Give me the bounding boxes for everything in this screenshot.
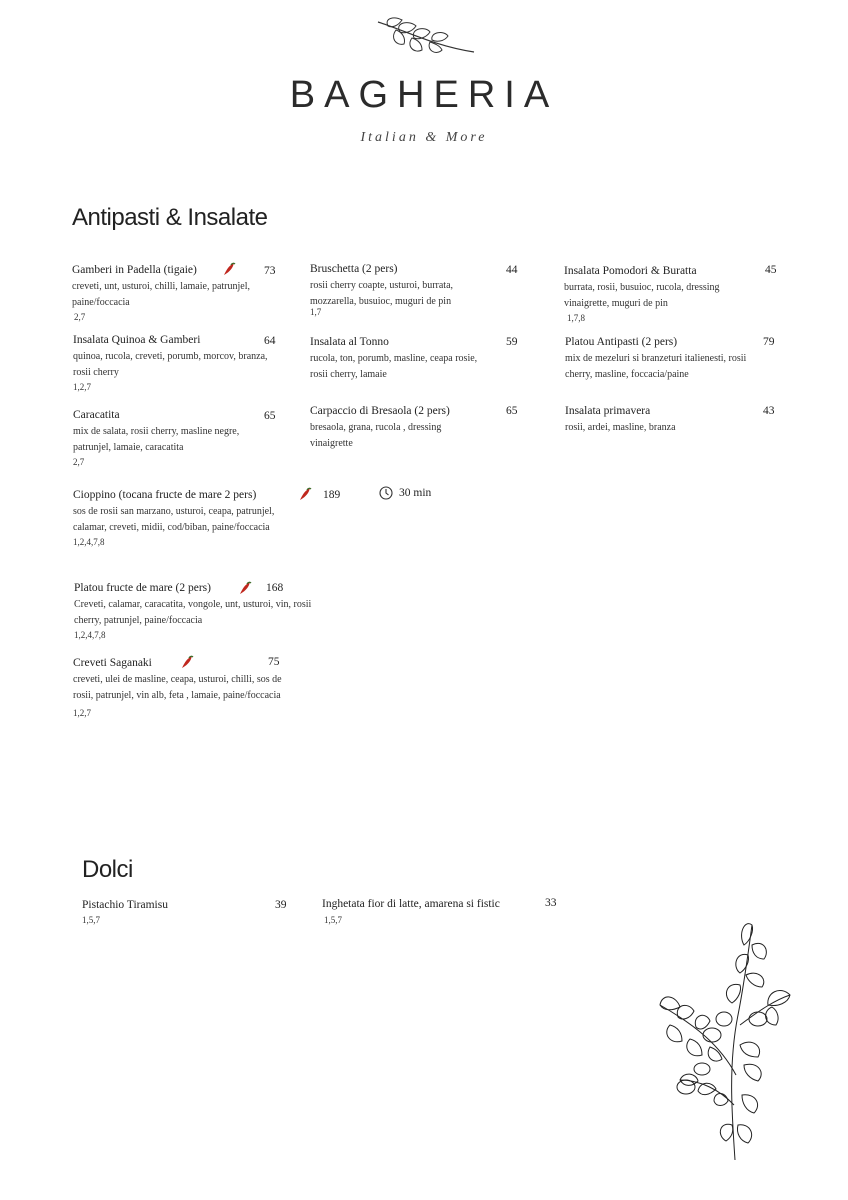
item-allergens: 1,2,4,7,8 (74, 630, 106, 640)
item-description: bresaola, grana, rucola , dressing vinaigrette (310, 422, 442, 449)
item-price: 65 (506, 405, 518, 417)
item-description: burrata, rosii, busuioc, rucola, dressing vinaigrette, muguri de pin (564, 282, 720, 309)
item-price: 45 (765, 264, 777, 276)
item-name: Platou fructe de mare (2 pers) (74, 582, 211, 594)
item-description: creveti, unt, usturoi, chilli, lamaie, patrunjel, paine/foccacia (72, 281, 251, 308)
section-title-antipasti: Antipasti & Insalate (72, 204, 268, 231)
item-name: Caracatita (73, 409, 120, 421)
section-title-dolci: Dolci (82, 856, 133, 883)
item-price: 33 (545, 897, 557, 909)
brand-name: BAGHERIA (289, 74, 559, 116)
item-price: 79 (763, 336, 775, 348)
item-price: 43 (763, 405, 775, 417)
item-description: mix de mezeluri si branzeturi italienesti, rosii cherry, masline, foccacia/paine (565, 353, 747, 380)
prep-time (379, 486, 431, 500)
item-price: 39 (275, 899, 287, 911)
menu-item-platou-antipasti (565, 335, 765, 382)
item-description: rosii cherry coapte, usturoi, burrata, mozzarella, busuioc, muguri de pin (310, 280, 454, 307)
item-name: Carpaccio di Bresaola (2 pers) (310, 405, 450, 417)
item-price: 168 (266, 582, 284, 594)
item-description: Creveti, calamar, caracatita, vongole, unt, usturoi, vin, rosii cherry, patrunjel, paine/foccacia (74, 599, 312, 626)
item-name: Insalata Pomodori & Buratta (564, 265, 697, 277)
clock-icon (379, 486, 393, 500)
chili-pepper-icon (298, 487, 312, 501)
item-allergens: 1,2,7 (73, 382, 91, 392)
item-name: Creveti Saganaki (73, 657, 152, 669)
item-description: quinoa, rucola, creveti, porumb, morcov, branza, rosii cherry (73, 351, 268, 378)
item-allergens: 2,7 (74, 312, 86, 322)
item-price: 65 (264, 410, 276, 422)
item-allergens: 1,2,7 (73, 708, 91, 718)
item-name: Pistachio Tiramisu (82, 899, 168, 911)
item-description: creveti, ulei de masline, ceapa, usturoi, chilli, sos de rosii, patrunjel, vin alb, feta , lamaie, paine/foccacia (73, 674, 282, 701)
item-allergens: 1,5,7 (82, 915, 100, 925)
chili-pepper-icon (180, 655, 194, 669)
item-name: Cioppino (tocana fructe de mare 2 pers) (73, 489, 257, 501)
item-price: 73 (264, 265, 276, 277)
menu-item-gamberi (72, 263, 272, 324)
item-allergens: 1,2,4,7,8 (73, 537, 105, 547)
item-description: rucola, ton, porumb, masline, ceapa rosie, rosii cherry, lamaie (310, 353, 478, 380)
menu-item-pomodori (564, 264, 764, 325)
item-description: sos de rosii san marzano, usturoi, ceapa, patrunjel, calamar, creveti, midii, cod/biban, paine/foccacia (73, 506, 275, 533)
item-price: 44 (506, 264, 518, 276)
item-allergens: 1,5,7 (324, 915, 342, 925)
brand-tagline: Italian & More (360, 130, 488, 145)
item-name: Insalata Quinoa & Gamberi (73, 334, 201, 346)
prep-time-label: 30 min (399, 487, 432, 499)
menu-item-primavera (565, 404, 765, 436)
item-name: Inghetata fior di latte, amarena si fistic (322, 898, 500, 910)
menu-item-bresaola (310, 404, 500, 451)
item-price: 59 (506, 336, 518, 348)
item-name: Bruschetta (2 pers) (310, 263, 398, 275)
item-allergens: 2,7 (73, 457, 85, 467)
olive-sprig-illustration-icon (640, 915, 800, 1165)
item-allergens: 1,7 (310, 307, 322, 317)
menu-item-cioppino (73, 488, 313, 549)
olive-branch-icon (374, 16, 478, 62)
item-price: 64 (264, 335, 276, 347)
item-allergens: 1,7,8 (567, 313, 585, 323)
item-price: 189 (323, 489, 341, 501)
item-description: rosii, ardei, masline, branza (565, 422, 676, 433)
menu-item-caracatita (73, 408, 273, 469)
menu-item-inghetata (322, 897, 542, 927)
chili-pepper-icon (238, 581, 252, 595)
item-name: Insalata al Tonno (310, 336, 389, 348)
item-price: 75 (268, 656, 280, 668)
item-description: mix de salata, rosii cherry, masline negre, patrunjel, lamaie, caracatita (73, 426, 240, 453)
menu-item-tonno (310, 335, 500, 382)
item-name: Gamberi in Padella (tigaie) (72, 264, 197, 276)
item-name: Platou Antipasti (2 pers) (565, 336, 678, 348)
menu-item-bruschetta (310, 262, 500, 319)
menu-item-tiramisu (82, 898, 282, 927)
chili-pepper-icon (222, 262, 236, 276)
item-name: Insalata primavera (565, 405, 651, 417)
menu-item-quinoa (73, 333, 273, 394)
